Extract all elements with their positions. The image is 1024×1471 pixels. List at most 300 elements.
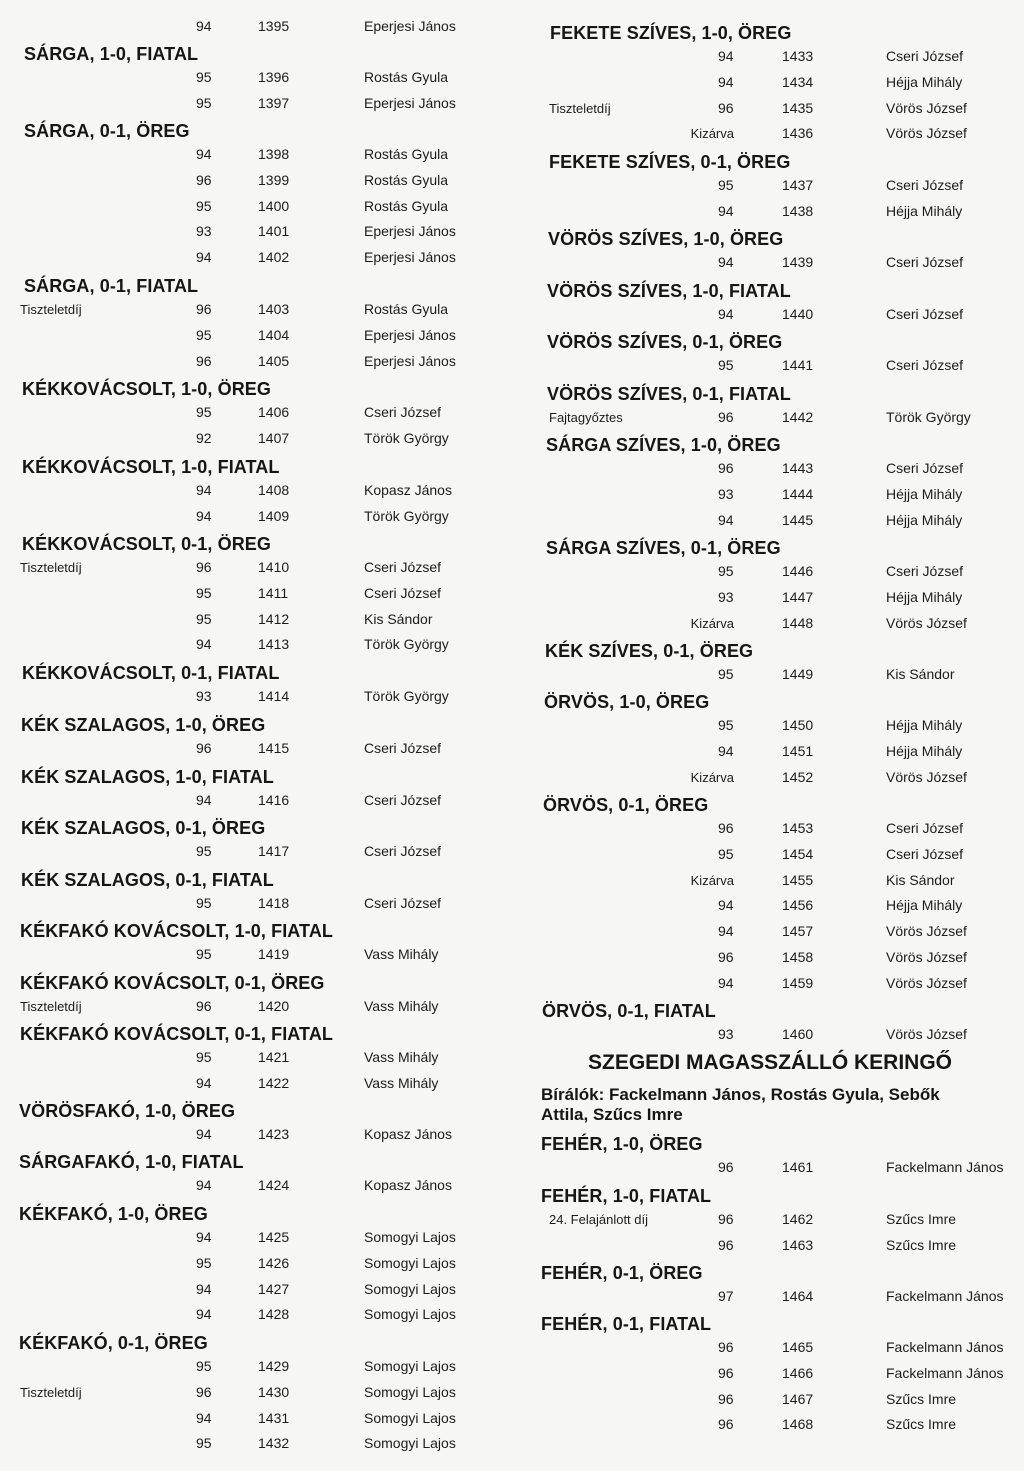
category-block — [0, 14, 512, 40]
breeder-name: Török György — [364, 429, 449, 446]
award-note: Tiszteletdíj — [20, 999, 82, 1014]
breeder-name: Eperjesi János — [364, 18, 456, 34]
entry-row — [0, 219, 512, 245]
entry-row — [0, 942, 512, 968]
category-title: FEKETE SZÍVES, 1-0, ÖREG — [550, 23, 792, 43]
entry-number: 1401 — [258, 223, 290, 240]
category-title: VÖRÖS SZÍVES, 0-1, FIATAL — [547, 384, 791, 404]
breeder-name: Cseri József — [886, 820, 964, 836]
entry-row — [512, 945, 1024, 971]
category-block — [512, 434, 1024, 533]
entry-row — [0, 1225, 512, 1251]
breeder-name: Török György — [364, 507, 449, 524]
score: 96 — [718, 1339, 734, 1355]
entry-number: 1447 — [782, 588, 814, 605]
entry-row — [0, 994, 512, 1020]
score: 94 — [718, 48, 734, 64]
score: 95 — [196, 843, 212, 859]
score: 95 — [718, 666, 734, 682]
score: 94 — [196, 792, 212, 808]
breeder-name: Kopasz János — [364, 482, 452, 498]
category-block — [0, 378, 512, 452]
category-title: VÖRÖS SZÍVES, 1-0, ÖREG — [548, 229, 784, 249]
entry-number: 1426 — [258, 1254, 290, 1271]
score: 97 — [718, 1288, 734, 1304]
category-block — [0, 1151, 512, 1199]
breeder-name: Rostás Gyula — [364, 146, 449, 162]
entry-row — [512, 199, 1024, 225]
entry-number: 1410 — [258, 559, 290, 575]
entry-number: 1415 — [258, 740, 290, 756]
breeder-name: Somogyi Lajos — [364, 1409, 456, 1426]
category-block — [512, 794, 1024, 997]
entry-number: 1399 — [258, 171, 290, 188]
entry-number: 1416 — [258, 792, 290, 808]
entry-number: 1467 — [782, 1390, 814, 1407]
category-title: KÉK SZALAGOS, 0-1, ÖREG — [21, 818, 266, 838]
entry-number: 1462 — [782, 1211, 814, 1227]
entry-row — [0, 607, 512, 633]
category-title: SÁRGA, 0-1, ÖREG — [24, 121, 190, 141]
entry-number: 1431 — [258, 1409, 290, 1426]
entry-number: 1403 — [258, 301, 290, 317]
breeder-name: Héjja Mihály — [886, 742, 963, 759]
judges-line: Attila, Szűcs Imre — [541, 1105, 683, 1124]
entry-number: 1424 — [258, 1177, 290, 1193]
entry-number: 1465 — [782, 1339, 814, 1355]
entry-number: 1454 — [782, 845, 814, 862]
entry-row — [512, 842, 1024, 868]
entry-number: 1408 — [258, 482, 290, 498]
entry-row — [512, 353, 1024, 379]
breeder-name: Cseri József — [364, 843, 442, 859]
breeder-name: Vass Mihály — [364, 946, 439, 962]
score: 95 — [718, 177, 734, 193]
entry-row — [0, 400, 512, 426]
score: 95 — [196, 326, 212, 343]
entry-row — [512, 121, 1024, 147]
category-block — [512, 151, 1024, 225]
entry-row — [0, 736, 512, 762]
category-block — [0, 972, 512, 1020]
category-block — [0, 456, 512, 530]
score: 96 — [718, 1159, 734, 1175]
entry-number: 1459 — [782, 974, 814, 991]
entry-number: 1445 — [782, 511, 814, 528]
entry-number: 1461 — [782, 1159, 814, 1175]
breeder-name: Fackelmann János — [886, 1159, 1004, 1175]
breeder-name: Héjja Mihály — [886, 717, 963, 733]
breeder-name: Cseri József — [886, 254, 964, 270]
award-note: Tiszteletdíj — [20, 1384, 82, 1400]
score: 95 — [718, 717, 734, 733]
score: 94 — [718, 897, 734, 914]
entry-number: 1412 — [258, 610, 290, 627]
entry-number: 1434 — [782, 73, 814, 90]
award-note: Tiszteletdíj — [20, 560, 82, 575]
entry-number: 1437 — [782, 177, 814, 193]
score: 93 — [196, 223, 212, 240]
category-title: KÉK SZALAGOS, 1-0, ÖREG — [21, 715, 266, 735]
entry-row — [0, 245, 512, 271]
entry-row — [512, 713, 1024, 739]
category-title: KÉKKOVÁCSOLT, 1-0, ÖREG — [22, 379, 271, 399]
entry-row — [0, 1045, 512, 1071]
category-title: VÖRÖS SZÍVES, 1-0, FIATAL — [547, 281, 791, 301]
section-title: SZEGEDI MAGASSZÁLLÓ KERINGŐ — [588, 1051, 953, 1074]
score: 95 — [196, 1049, 212, 1065]
category-title: KÉKKOVÁCSOLT, 1-0, FIATAL — [22, 457, 280, 477]
score: 95 — [196, 1358, 212, 1374]
score: 94 — [196, 636, 212, 653]
entry-number: 1452 — [782, 768, 814, 785]
score: 95 — [196, 1254, 212, 1271]
score: 95 — [196, 197, 212, 214]
entry-row — [512, 1412, 1024, 1438]
entry-number: 1433 — [782, 48, 814, 64]
breeder-name: Szűcs Imre — [886, 1211, 957, 1227]
category-block — [0, 1023, 512, 1097]
score: 92 — [196, 429, 212, 446]
category-title: ÖRVÖS, 0-1, FIATAL — [542, 1001, 716, 1021]
score: 93 — [196, 688, 212, 704]
judges-list — [541, 1085, 940, 1125]
entry-number: 1404 — [258, 326, 290, 343]
score: 96 — [718, 409, 734, 425]
entry-row — [0, 142, 512, 168]
breeder-name: Eperjesi János — [364, 249, 456, 266]
category-block — [512, 22, 1024, 147]
category-block — [512, 1313, 1024, 1438]
entry-row — [0, 1406, 512, 1432]
score: 96 — [718, 1416, 734, 1433]
breeder-name: Rostás Gyula — [364, 69, 449, 85]
entry-row — [0, 1251, 512, 1277]
entry-row — [512, 96, 1024, 122]
breeder-name: Cseri József — [886, 563, 964, 579]
entry-row — [512, 1361, 1024, 1387]
score: 94 — [196, 1177, 212, 1193]
breeder-name: Vörös József — [886, 125, 967, 142]
breeder-name: Cseri József — [886, 306, 964, 322]
entry-number: 1397 — [258, 94, 290, 111]
entry-number: 1427 — [258, 1280, 290, 1297]
score: 95 — [196, 404, 212, 420]
breeder-name: Fackelmann János — [886, 1339, 1004, 1355]
breeder-name: Héjja Mihály — [886, 485, 963, 502]
score: 96 — [718, 1236, 734, 1253]
entry-row — [0, 1354, 512, 1380]
breeder-name: Vass Mihály — [364, 998, 439, 1014]
score: 94 — [718, 306, 734, 322]
entry-number: 1402 — [258, 249, 290, 266]
entry-row — [0, 478, 512, 504]
score: 95 — [196, 1435, 212, 1452]
category-block — [512, 383, 1024, 431]
entry-number: 1451 — [782, 742, 814, 759]
score: 95 — [196, 94, 212, 111]
breeder-name: Cseri József — [364, 404, 442, 420]
breeder-name: Rostás Gyula — [364, 197, 449, 214]
score: 96 — [718, 1364, 734, 1381]
award-note: Kizárva — [690, 769, 734, 785]
score: 95 — [718, 357, 734, 373]
entry-row — [0, 839, 512, 865]
breeder-name: Héjja Mihály — [886, 73, 963, 90]
breeder-name: Cseri József — [364, 559, 442, 575]
category-title: KÉKFAKÓ KOVÁCSOLT, 0-1, ÖREG — [20, 973, 325, 993]
entry-number: 1400 — [258, 197, 290, 214]
entry-number: 1425 — [258, 1229, 290, 1245]
entry-row — [0, 1302, 512, 1328]
score: 94 — [196, 249, 212, 266]
entry-row — [512, 70, 1024, 96]
category-block — [512, 228, 1024, 276]
entry-row — [0, 1380, 512, 1406]
category-block — [0, 1203, 512, 1328]
breeder-name: Fackelmann János — [886, 1288, 1004, 1304]
entry-number: 1464 — [782, 1288, 814, 1304]
score: 94 — [196, 1280, 212, 1297]
category-title: SÁRGA, 0-1, FIATAL — [24, 276, 199, 296]
breeder-name: Rostás Gyula — [364, 171, 449, 188]
breeder-name: Török György — [364, 636, 449, 653]
category-title: KÉKKOVÁCSOLT, 0-1, FIATAL — [22, 663, 280, 683]
entry-number: 1444 — [782, 485, 814, 502]
entry-row — [0, 684, 512, 710]
entry-number: 1428 — [258, 1306, 290, 1323]
entry-number: 1409 — [258, 507, 290, 524]
breeder-name: Kopasz János — [364, 1177, 452, 1193]
entry-number: 1398 — [258, 146, 290, 162]
entry-row — [512, 1155, 1024, 1181]
score: 94 — [196, 1229, 212, 1245]
entry-number: 1446 — [782, 563, 814, 579]
score: 96 — [196, 1383, 212, 1400]
breeder-name: Cseri József — [364, 792, 442, 808]
category-title: FEKETE SZÍVES, 0-1, ÖREG — [549, 152, 791, 172]
entry-row — [512, 508, 1024, 534]
breeder-name: Somogyi Lajos — [364, 1280, 456, 1297]
entry-number: 1422 — [258, 1074, 290, 1091]
entry-row — [0, 632, 512, 658]
entry-number: 1406 — [258, 404, 290, 420]
category-title: KÉKFAKÓ KOVÁCSOLT, 1-0, FIATAL — [20, 921, 334, 941]
entry-number: 1420 — [258, 998, 290, 1014]
score: 96 — [718, 820, 734, 836]
score: 94 — [718, 742, 734, 759]
category-block — [512, 331, 1024, 379]
entry-row — [0, 426, 512, 452]
score: 96 — [196, 998, 212, 1014]
entry-row — [512, 585, 1024, 611]
entry-number: 1395 — [258, 18, 290, 34]
breeder-name: Somogyi Lajos — [364, 1435, 456, 1452]
category-title: KÉKFAKÓ KOVÁCSOLT, 0-1, FIATAL — [20, 1024, 334, 1044]
breeder-name: Vörös József — [886, 974, 967, 991]
category-block — [0, 1332, 512, 1457]
entry-number: 1440 — [782, 306, 814, 322]
entry-row — [512, 868, 1024, 894]
entry-row — [0, 168, 512, 194]
breeder-name: Vörös József — [886, 99, 967, 116]
entry-number: 1432 — [258, 1435, 290, 1452]
award-note: Tiszteletdíj — [549, 100, 611, 116]
category-block — [0, 817, 512, 865]
award-note: Tiszteletdíj — [20, 302, 82, 317]
award-note: Kizárva — [690, 615, 734, 631]
entry-number: 1423 — [258, 1126, 290, 1142]
breeder-name: Cseri József — [886, 177, 964, 193]
category-title: KÉK SZALAGOS, 1-0, FIATAL — [21, 767, 274, 787]
entry-row — [512, 611, 1024, 637]
category-block — [512, 640, 1024, 688]
breeder-name: Somogyi Lajos — [364, 1383, 456, 1400]
category-title: FEHÉR, 1-0, FIATAL — [541, 1186, 712, 1206]
breeder-name: Kis Sándor — [364, 610, 433, 627]
breeder-name: Török György — [886, 409, 971, 425]
score: 95 — [718, 563, 734, 579]
category-title: KÉK SZALAGOS, 0-1, FIATAL — [21, 870, 274, 890]
entry-row — [0, 581, 512, 607]
entry-number: 1448 — [782, 614, 814, 631]
entry-row — [512, 1387, 1024, 1413]
entry-row — [512, 662, 1024, 688]
category-block — [512, 1262, 1024, 1310]
entry-row — [512, 250, 1024, 276]
score: 95 — [196, 946, 212, 962]
breeder-name: Eperjesi János — [364, 352, 456, 369]
breeder-name: Cseri József — [364, 895, 442, 911]
entry-row — [0, 1431, 512, 1457]
category-block — [512, 691, 1024, 790]
category-title: SÁRGA SZÍVES, 1-0, ÖREG — [546, 435, 781, 455]
breeder-name: Szűcs Imre — [886, 1236, 957, 1253]
category-title: FEHÉR, 0-1, ÖREG — [541, 1263, 703, 1283]
score: 94 — [196, 1074, 212, 1091]
category-title: VÖRÖSFAKÓ, 1-0, ÖREG — [19, 1101, 236, 1121]
entry-row — [512, 919, 1024, 945]
entry-row — [0, 1071, 512, 1097]
judges-line: Bírálók: Fackelmann János, Rostás Gyula, Sebők — [541, 1085, 940, 1104]
breeder-name: Héjja Mihály — [886, 202, 963, 219]
breeder-name: Vörös József — [886, 1026, 967, 1042]
entry-row — [0, 1173, 512, 1199]
category-block — [0, 766, 512, 814]
entry-row — [512, 559, 1024, 585]
entry-number: 1414 — [258, 688, 290, 704]
breeder-name: Vass Mihály — [364, 1074, 439, 1091]
breeder-name: Szűcs Imre — [886, 1416, 957, 1433]
score: 94 — [196, 1409, 212, 1426]
breeder-name: Vörös József — [886, 614, 967, 631]
score: 94 — [196, 1126, 212, 1142]
entry-number: 1456 — [782, 897, 814, 914]
score: 94 — [718, 511, 734, 528]
category-title: KÉKKOVÁCSOLT, 0-1, ÖREG — [22, 534, 271, 554]
breeder-name: Szűcs Imre — [886, 1390, 957, 1407]
entry-number: 1460 — [782, 1026, 814, 1042]
score: 96 — [718, 1390, 734, 1407]
breeder-name: Somogyi Lajos — [364, 1229, 456, 1245]
breeder-name: Cseri József — [364, 584, 442, 601]
entry-row — [0, 323, 512, 349]
entry-number: 1405 — [258, 352, 290, 369]
score: 94 — [196, 507, 212, 524]
category-title: KÉKFAKÓ, 1-0, ÖREG — [19, 1204, 208, 1224]
breeder-name: Cseri József — [886, 460, 964, 476]
breeder-name: Cseri József — [364, 740, 442, 756]
category-block — [0, 43, 512, 117]
score: 94 — [718, 923, 734, 940]
entry-number: 1419 — [258, 946, 290, 962]
entry-row — [512, 765, 1024, 791]
entry-number: 1411 — [258, 584, 289, 601]
breeder-name: Török György — [364, 688, 449, 704]
score: 96 — [196, 171, 212, 188]
score: 93 — [718, 588, 734, 605]
entry-number: 1439 — [782, 254, 814, 270]
entry-number: 1421 — [258, 1049, 290, 1065]
award-note: Kizárva — [690, 872, 734, 888]
score: 96 — [196, 352, 212, 369]
breeder-name: Eperjesi János — [364, 326, 456, 343]
score: 95 — [718, 845, 734, 862]
score: 94 — [196, 146, 212, 162]
entry-row — [0, 194, 512, 220]
breeder-name: Somogyi Lajos — [364, 1254, 456, 1271]
category-block — [0, 1100, 512, 1148]
entry-row — [512, 1207, 1024, 1233]
category-title: ÖRVÖS, 1-0, ÖREG — [544, 692, 710, 712]
category-title: KÉK SZÍVES, 0-1, ÖREG — [545, 641, 754, 661]
breeder-name: Somogyi Lajos — [364, 1306, 456, 1323]
category-title: FEHÉR, 1-0, ÖREG — [541, 1134, 703, 1154]
award-note: 24. Felajánlott díj — [549, 1212, 649, 1227]
entry-number: 1430 — [258, 1383, 290, 1400]
score: 94 — [718, 254, 734, 270]
entry-row — [512, 1335, 1024, 1361]
score: 96 — [718, 460, 734, 476]
entry-row — [512, 1233, 1024, 1259]
breeder-name: Vörös József — [886, 948, 967, 965]
entry-row — [512, 816, 1024, 842]
entry-number: 1429 — [258, 1358, 290, 1374]
entry-number: 1453 — [782, 820, 814, 836]
category-block — [512, 1000, 1024, 1048]
entry-number: 1417 — [258, 843, 290, 859]
entry-number: 1443 — [782, 460, 814, 476]
category-block — [0, 920, 512, 968]
score: 94 — [196, 1306, 212, 1323]
category-title: SÁRGA SZÍVES, 0-1, ÖREG — [546, 538, 781, 558]
category-block — [512, 280, 1024, 328]
entry-row — [512, 44, 1024, 70]
score: 96 — [196, 740, 212, 756]
score: 94 — [196, 18, 212, 34]
score: 96 — [196, 301, 212, 317]
breeder-name: Vass Mihály — [364, 1049, 439, 1065]
score: 95 — [196, 584, 212, 601]
breeder-name: Cseri József — [886, 357, 964, 373]
score: 93 — [718, 1026, 734, 1042]
award-note: Kizárva — [690, 126, 734, 142]
entry-row — [0, 504, 512, 530]
category-block — [512, 1185, 1024, 1259]
breeder-name: Somogyi Lajos — [364, 1358, 456, 1374]
entry-row — [0, 349, 512, 375]
entry-number: 1435 — [782, 99, 814, 116]
